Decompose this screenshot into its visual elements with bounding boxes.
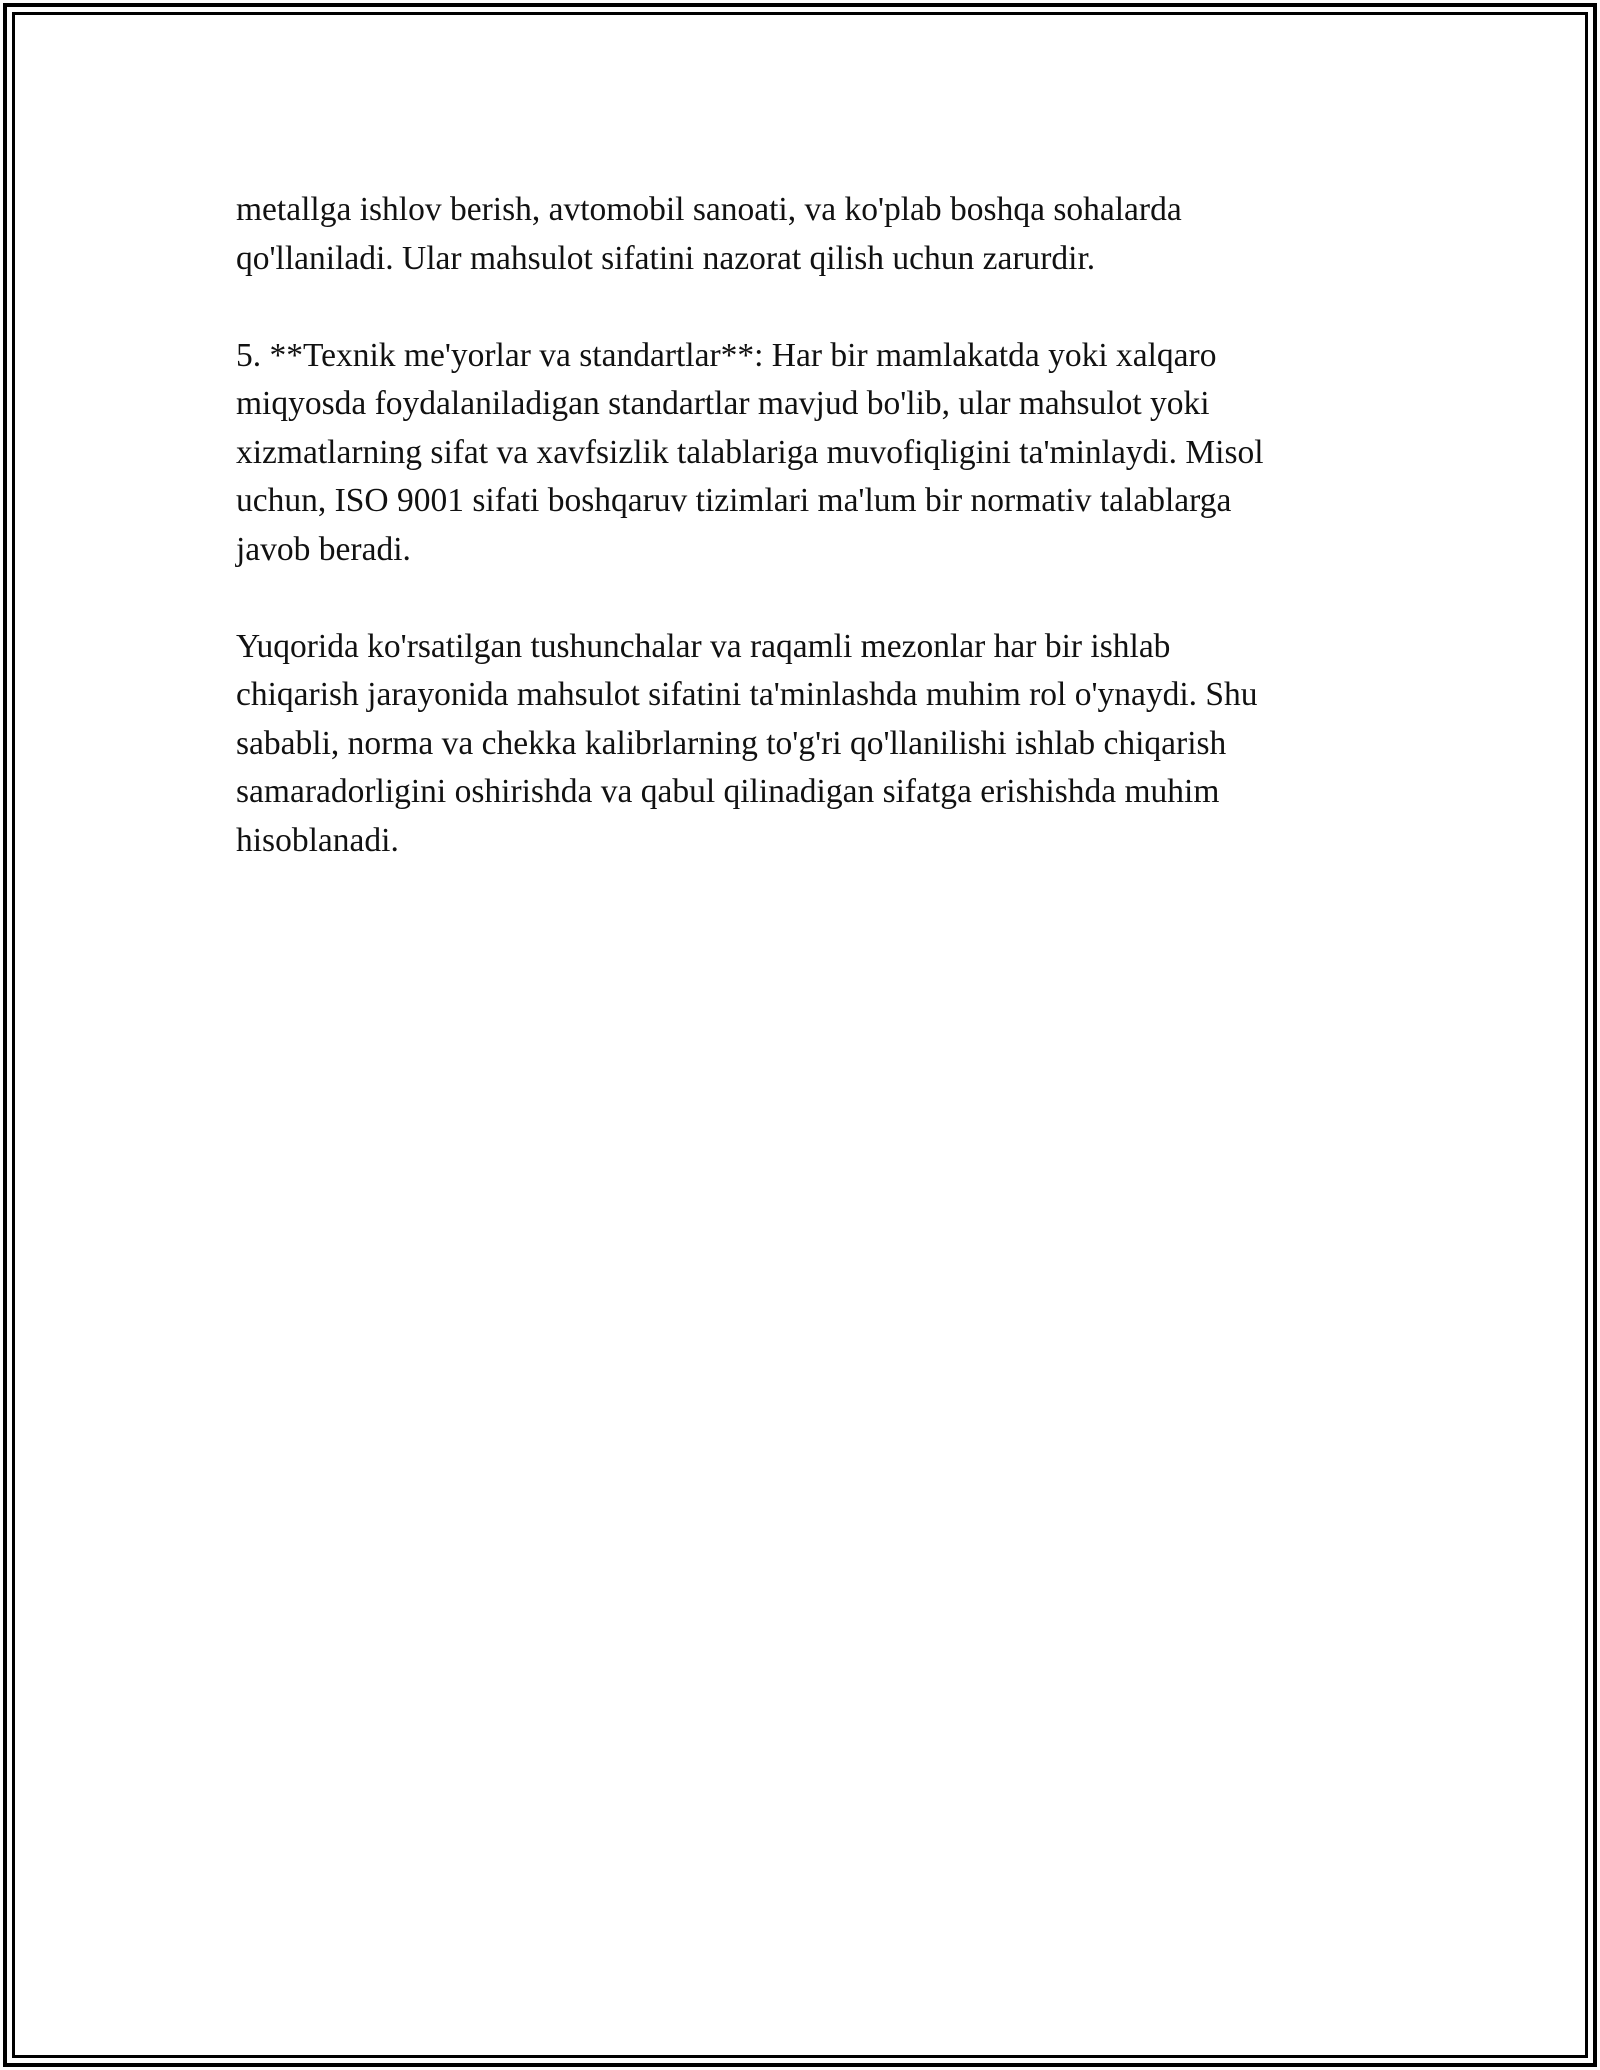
paragraph-technical-standards: 5. **Texnik me'yorlar va standartlar**: Har bir mamlakatda yoki xalqaro miqyosda foydalaniladigan standartlar mavjud bo'lib, ular mahsulot yoki xizmatlarning sifat va xavfsizlik talablariga muvofiqligini ta'minlaydi. Misol uchun, ISO 9001 sifati boshqaruv tizimlari ma'lum bir normativ talablarga javob beradi. (236, 336, 1264, 568)
paragraph-conclusion: Yuqorida ko'rsatilgan tushunchalar va raqamli mezonlar har bir ishlab chiqarish jarayonida mahsulot sifatini ta'minlashda muhim rol o'ynaydi. Shu sababli, norma va chekka kalibrlarning to'g'ri qo'llanilishi ishlab chiqarish samaradorligini oshirishda va qabul qilinadigan sifatga erishishda muhim hisoblanadi. (236, 627, 1258, 859)
document-body (236, 186, 1376, 914)
paragraph-continuation: metallga ishlov berish, avtomobil sanoati, va ko'plab boshqa sohalarda qo'llaniladi. Ular mahsulot sifatini nazorat qilish uchun zarurdir. (236, 191, 1182, 277)
